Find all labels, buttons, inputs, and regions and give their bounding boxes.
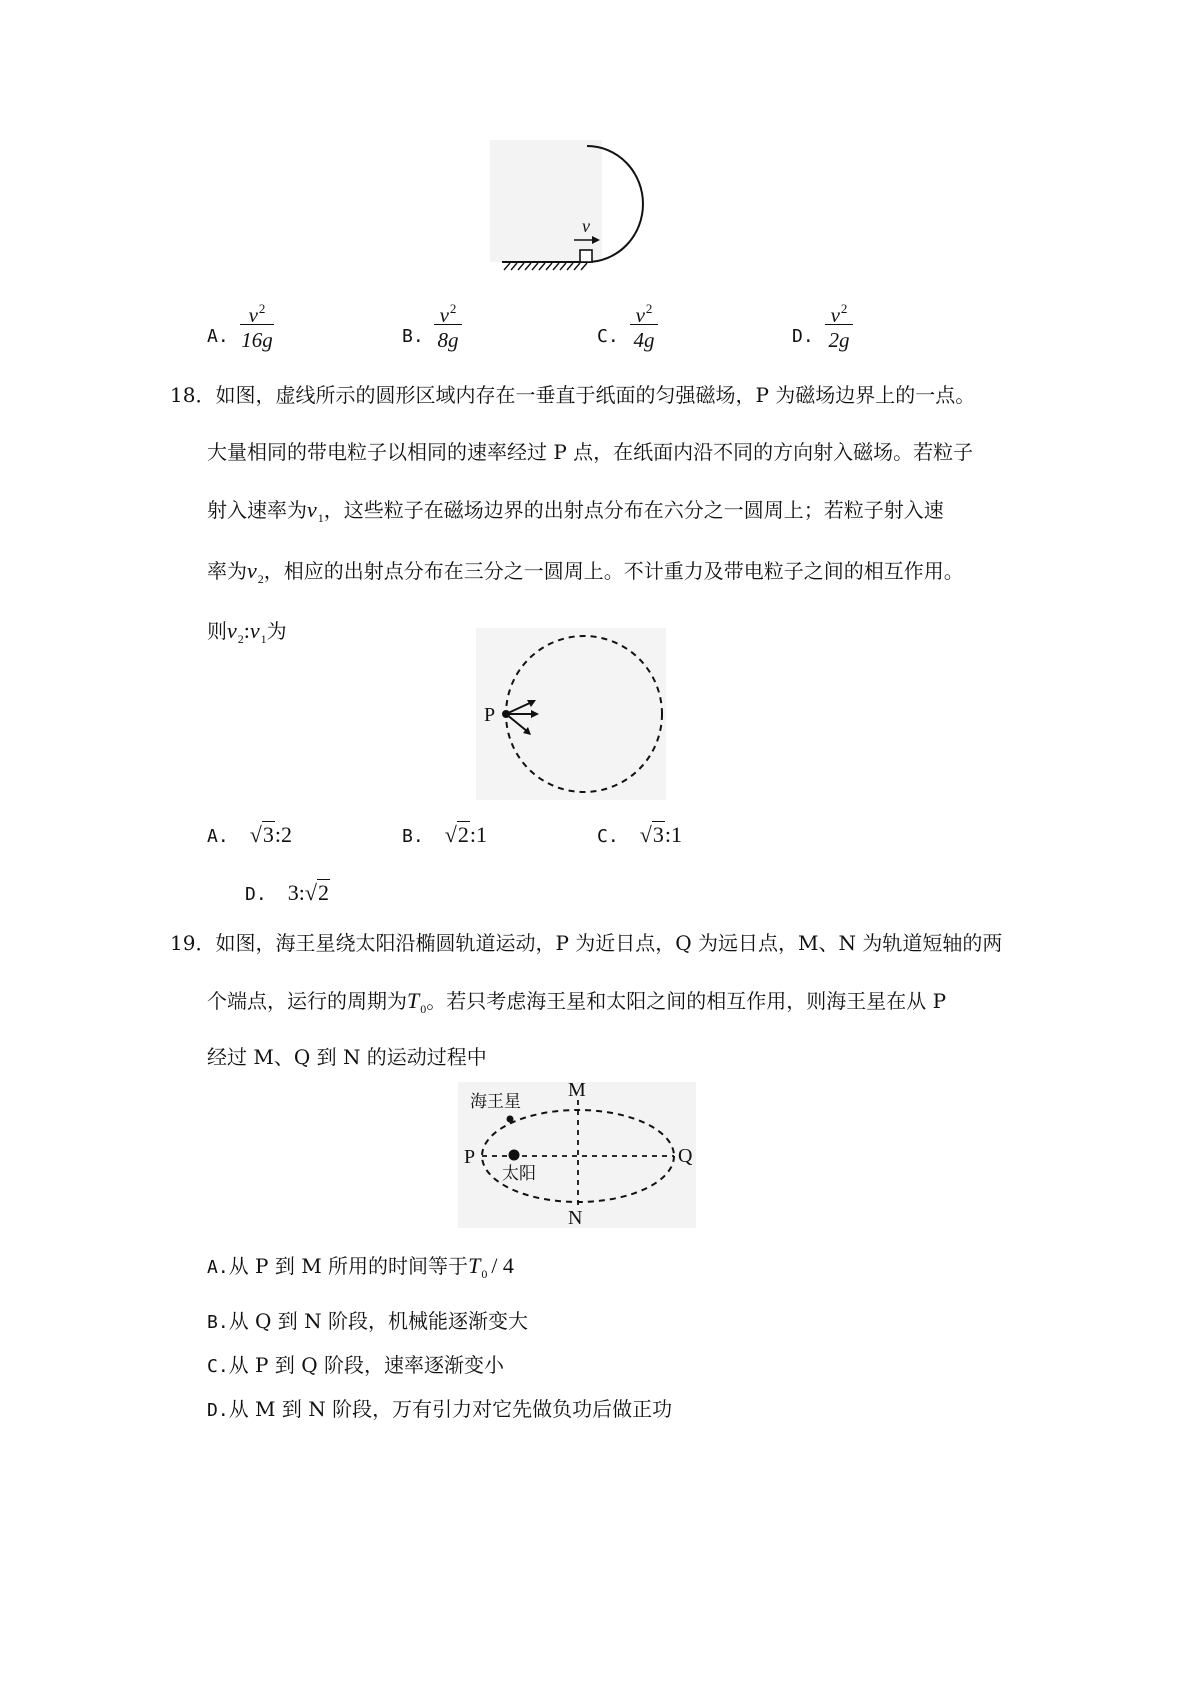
q18-line-4: 率为$v_2$，相应的出射点分布在三分之一圆周上。不计重力及带电粒子之间的相互作用。 xyxy=(207,558,964,586)
point-p-label: P xyxy=(484,704,496,726)
q18-line-1: 18．如图，虚线所示的圆形区域内存在一垂直于纸面的匀强磁场，P 为磁场边界上的一点。 xyxy=(170,383,976,407)
option-label: D. xyxy=(792,326,814,347)
q19-line-2: 个端点，运行的周期为$T_0$。若只考虑海王星和太阳之间的相互作用，则海王星在从 P xyxy=(207,988,947,1016)
velocity-label: v xyxy=(582,216,590,236)
q19-option-a: A.从 P 到 M 所用的时间等于$T_0 / 4$ xyxy=(207,1253,514,1281)
svg-text:M: M xyxy=(568,1079,586,1101)
q19-line-1: 19．如图，海王星绕太阳沿椭圆轨道运动，P 为近日点，Q 为远日点，M、N 为轨道短轴的两 xyxy=(170,931,1003,955)
q18-line-5: 则$v_2:v_1$为 xyxy=(207,618,287,646)
svg-text:太阳: 太阳 xyxy=(502,1164,536,1184)
q18-option-a: A. √3:2 xyxy=(207,822,292,847)
planet xyxy=(507,1116,514,1123)
svg-text:海王星: 海王星 xyxy=(470,1092,521,1112)
q18-option-b: B. √2:1 xyxy=(402,822,487,847)
option-fraction: $v^2$ 2g xyxy=(825,296,853,353)
q19-option-d: D.从 M 到 N 阶段，万有引力对它先做负功后做正功 xyxy=(207,1397,673,1421)
option-label: B. xyxy=(402,326,424,347)
sun xyxy=(509,1150,520,1161)
q19-line-3: 经过 M、Q 到 N 的运动过程中 xyxy=(207,1045,487,1069)
block xyxy=(580,250,592,262)
q19-option-b: B.从 Q 到 N 阶段，机械能逐渐变大 xyxy=(207,1309,529,1333)
figure-19-orbit xyxy=(454,1074,714,1234)
q18-line-2: 大量相同的带电粒子以相同的速率经过 P 点，在纸面内沿不同的方向射入磁场。若粒子 xyxy=(207,440,974,464)
option-label: A. xyxy=(207,326,229,347)
option-label: C. xyxy=(597,326,619,347)
figure-18-magnetic-field xyxy=(476,628,676,808)
svg-text:P: P xyxy=(464,1146,476,1168)
v2-symbol: $v_2$ xyxy=(247,558,264,586)
option-fraction: $v^2$ 16g xyxy=(241,301,273,352)
svg-text:Q: Q xyxy=(678,1145,693,1167)
v1-symbol: $v_1$ xyxy=(307,497,324,525)
q19-option-c: C.从 P 到 Q 阶段，速率逐渐变小 xyxy=(207,1353,504,1377)
q18-line-3: 射入速率为$v_1$，这些粒子在磁场边界的出射点分布在六分之一圆周上；若粒子射入速 xyxy=(207,497,944,525)
q18-option-d: D. 3:√2 xyxy=(245,880,329,905)
option-fraction: $v^2$ 4g xyxy=(630,296,658,353)
t0-symbol: $T_0$ xyxy=(407,988,427,1016)
option-fraction: $v^2$ 8g xyxy=(434,296,462,353)
svg-text:N: N xyxy=(568,1207,583,1229)
q18-option-c: C. √3:1 xyxy=(597,822,682,847)
figure-17-track xyxy=(490,140,690,280)
